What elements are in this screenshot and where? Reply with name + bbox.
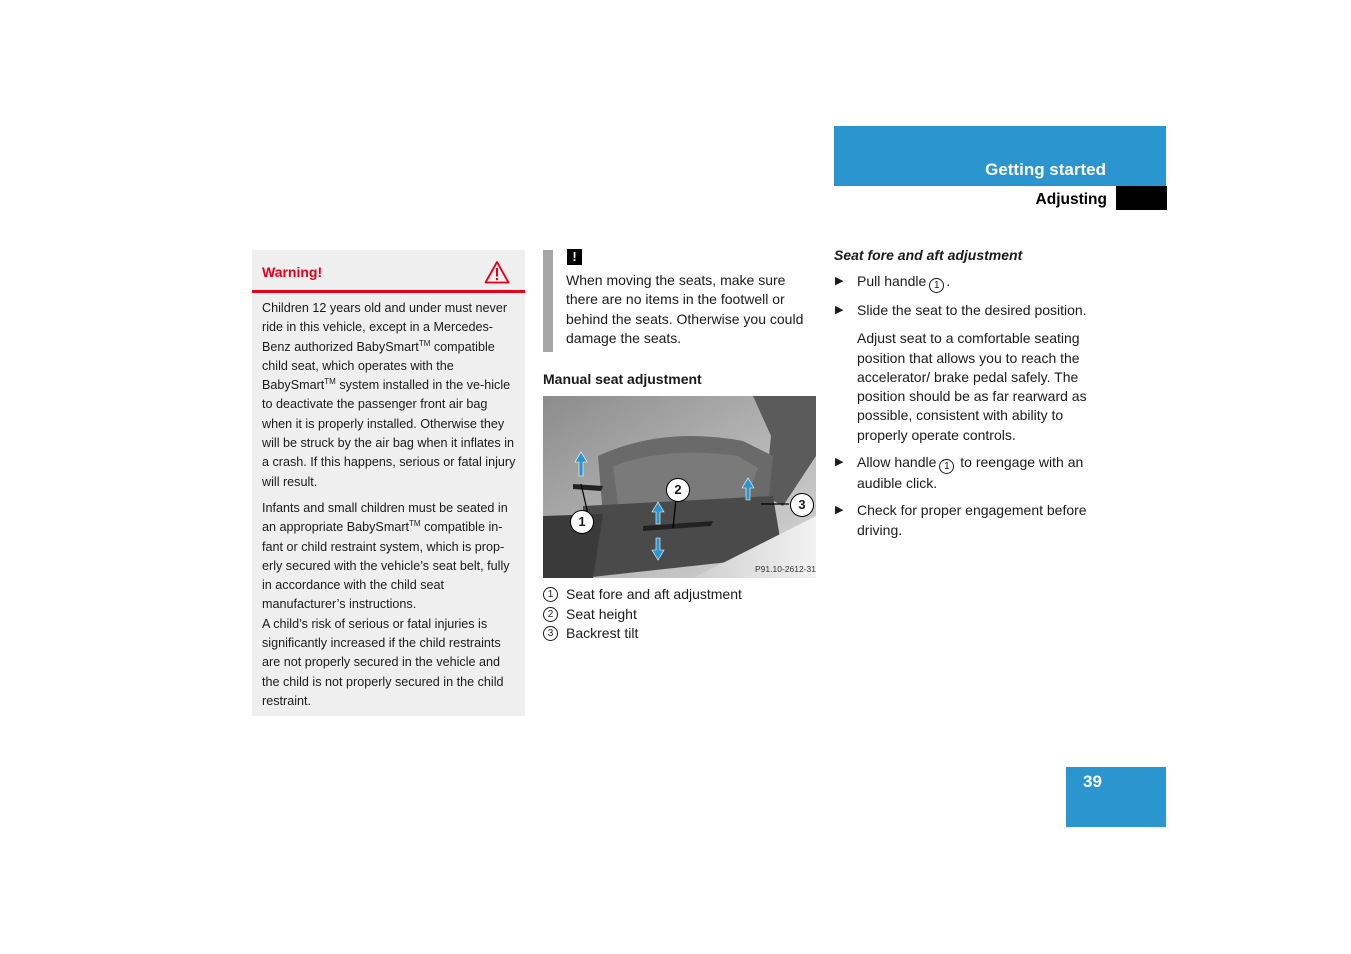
section-title: Getting started: [985, 160, 1106, 179]
legend-item: [543, 624, 742, 644]
inline-number: 1: [939, 459, 954, 474]
bullet-arrow-icon: ▶: [835, 504, 844, 517]
subsection-marker: [1116, 186, 1167, 210]
legend-number: 1: [543, 587, 558, 602]
legend-number: 3: [543, 626, 558, 641]
fore-aft-heading: Seat fore and aft adjustment: [834, 247, 1023, 263]
note-exclamation-icon: !: [567, 249, 582, 265]
subsection-title: Adjusting: [1035, 191, 1107, 208]
warning-paragraph: A child’s risk of serious or fatal injuries is significantly increased if the child restraints are not properly secured in the vehicle and the child is not properly secured in the child restraint.: [262, 616, 504, 708]
page-number: 39: [1083, 772, 1102, 791]
fore-aft-steps: [834, 272, 1109, 540]
step-item: ▶ Check for proper engagement before driving.: [835, 502, 1087, 538]
photo-code: P91.10-2612-31: [755, 564, 816, 574]
legend-label: Seat fore and aft adjustment: [566, 586, 742, 602]
note-bar: [543, 250, 553, 352]
callout-3: 3: [790, 493, 814, 517]
callout-1: 1: [570, 510, 594, 534]
seat-photo: [543, 396, 816, 578]
legend-label: Backrest tilt: [566, 625, 639, 641]
warning-box: [252, 250, 525, 716]
warning-title: Warning!: [262, 264, 323, 280]
bullet-arrow-icon: ▶: [835, 304, 844, 316]
bullet-arrow-icon: ▶: [835, 275, 844, 287]
warning-paragraph: Children 12 years old and under must never ride in this vehicle, except in a Mercedes-Benz authorized BabySmart™ compatible child seat, which operates with the BabySmart™ system installed in the ve-hicle to deactivate the passenger front air bag when it is properly installed. Otherwise they will be struck by the air bag when it inflates in a crash. If this happens, serious or fatal injury will result.: [262, 301, 516, 489]
bullet-arrow-icon: ▶: [835, 456, 844, 469]
callout-2: 2: [666, 478, 690, 502]
manual-adjustment-heading: Manual seat adjustment: [543, 371, 702, 387]
inline-number: 1: [929, 278, 944, 293]
step-item: ▶ Pull handle 1 .: [835, 273, 951, 291]
warning-triangle-icon: [484, 260, 510, 284]
photo-legend: [543, 585, 742, 644]
warning-header: [252, 250, 525, 293]
step-item: ▶ Allow handle 1 to reengage with an audible click.: [835, 454, 1084, 492]
legend-item: [543, 585, 742, 605]
warning-body: [262, 299, 520, 711]
note-text: When moving the seats, make sure there are no items in the footwell or behind the seats. Otherwise you could damage the seats.: [566, 272, 804, 346]
step-note: Adjust seat to a comfortable seating position that allows you to reach the accelerator/ brake pedal safely. The position should be as far rearward as possible, consistent with ability to properly operate controls.: [857, 330, 1087, 443]
legend-label: Seat height: [566, 605, 637, 622]
step-item: ▶ Slide the seat to the desired position.: [834, 301, 1109, 320]
warning-paragraph: Infants and small children must be seated in an appropriate BabySmart™ compatible in-fant or child restraint system, which is prop-erly secured with the vehicle’s seat belt, fully in accordance with the child seat manufacturer’s instructions.: [262, 500, 510, 612]
legend-item: [543, 605, 742, 625]
page-number-box: [1066, 767, 1166, 827]
legend-number: 2: [543, 607, 558, 622]
